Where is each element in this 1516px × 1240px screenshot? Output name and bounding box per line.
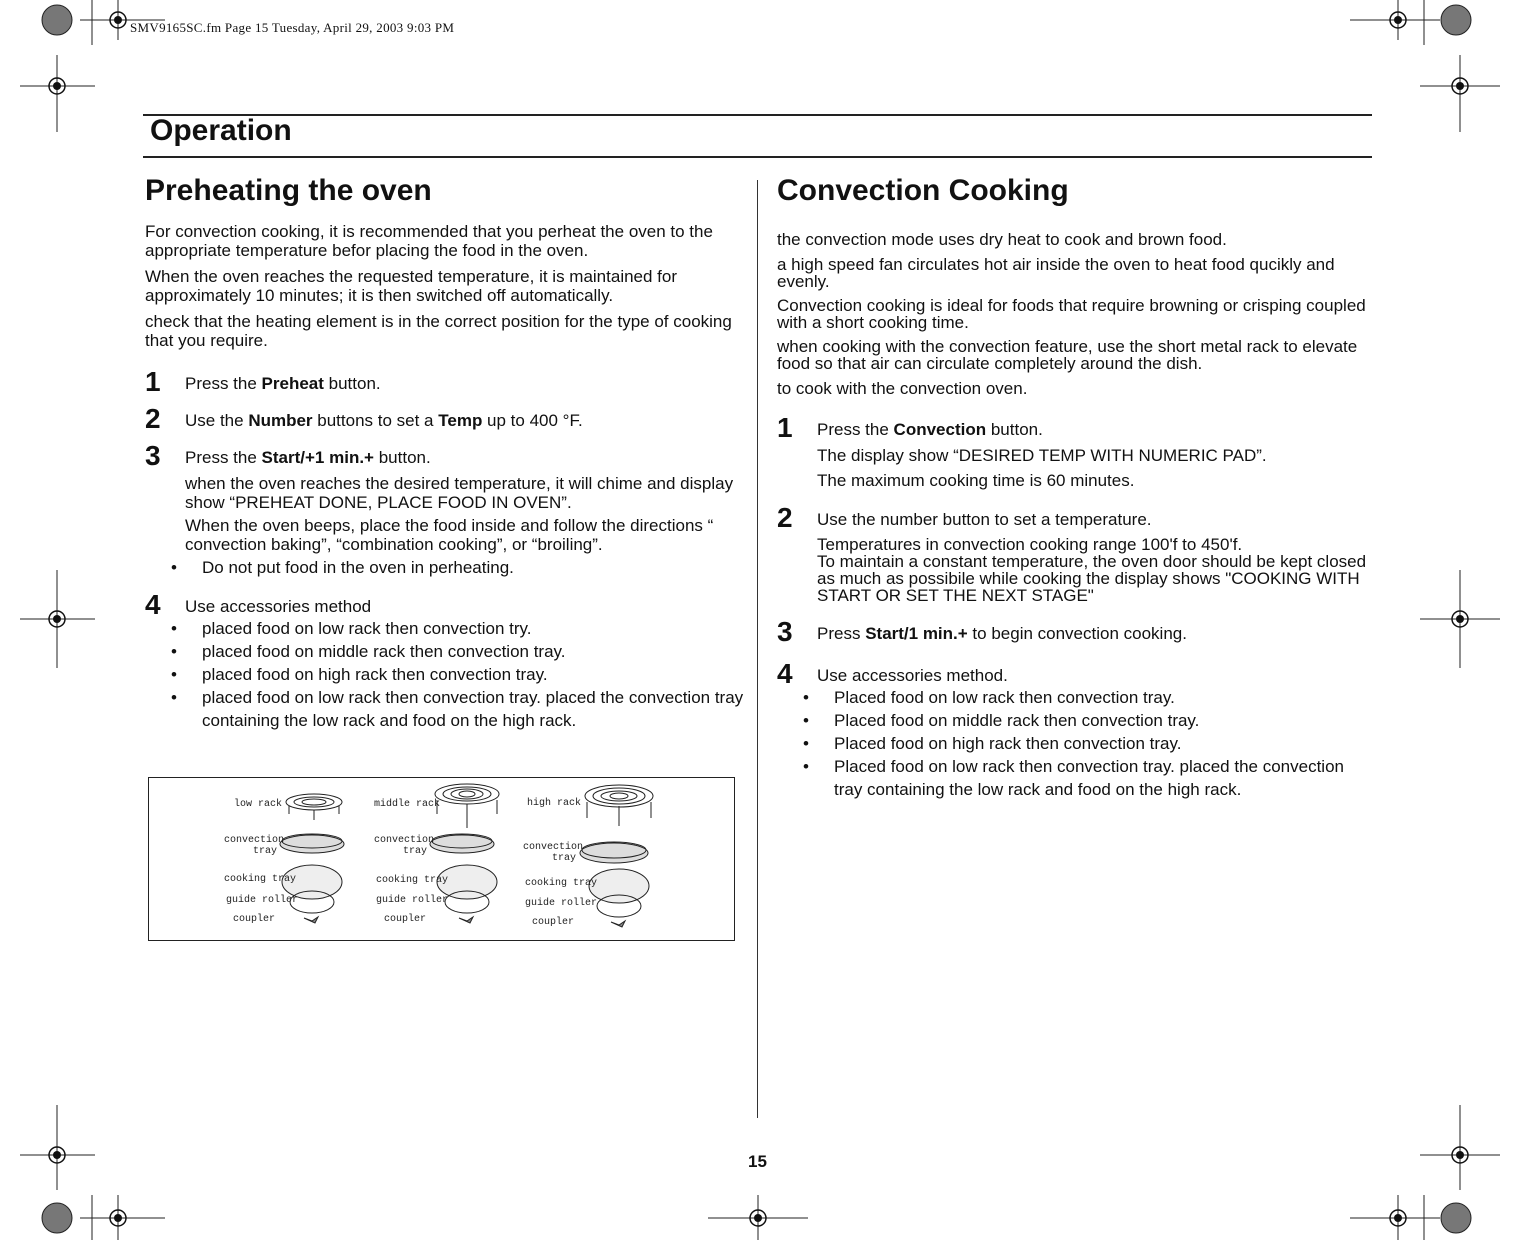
step-4 bbox=[777, 658, 1377, 801]
heading-preheating: Preheating the oven bbox=[145, 174, 432, 207]
label-coupler: coupler bbox=[532, 917, 575, 928]
label-tray: tray bbox=[253, 846, 278, 857]
label-guide-roller: guide roller bbox=[525, 898, 598, 909]
list-item: • Placed food on low rack then convection tray. placed the convection tray containing the low rack and food on the high rack. bbox=[802, 755, 1377, 801]
right-column bbox=[777, 174, 1377, 801]
list-item: • placed food on middle rack then convection tray. bbox=[170, 640, 745, 663]
step-1 bbox=[145, 366, 745, 397]
intro-paragraph: For convection cooking, it is recommended that you perheat the oven to the appropriate temperature befor placing the food in the oven. bbox=[145, 222, 713, 260]
list-item: • placed food on low rack then convection try. bbox=[170, 617, 745, 640]
intro-paragraph: the convection mode uses dry heat to cook and brown food. bbox=[777, 230, 1227, 249]
step-note: When the oven beeps, place the food inside and follow the directions “ convection baking”, “combination cooking”, or “broiling”. bbox=[185, 516, 714, 554]
label-convection: convection bbox=[224, 835, 285, 846]
step-1 bbox=[777, 412, 1377, 490]
step-text: Use accessories method. bbox=[817, 666, 1008, 685]
label-guide-roller: guide roller bbox=[376, 895, 449, 906]
step-text: button. bbox=[323, 374, 381, 393]
column-divider bbox=[757, 180, 758, 1118]
label-coupler: coupler bbox=[384, 914, 427, 925]
label-high-rack: high rack bbox=[527, 798, 582, 809]
step-2 bbox=[777, 502, 1377, 605]
step-number: 1 bbox=[145, 366, 161, 397]
intro-paragraph: a high speed fan circulates hot air inside the oven to heat food qucikly and evenly. bbox=[777, 255, 1335, 291]
step-number: 4 bbox=[777, 658, 793, 689]
file-header: SMV9165SC.fm Page 15 Tuesday, April 29, 2003 9:03 PM bbox=[130, 20, 455, 35]
label-coupler: coupler bbox=[233, 914, 276, 925]
list-item: • placed food on low rack then convection tray. placed the convection tray containing the low rack and food on the high rack. bbox=[170, 686, 745, 732]
step-number: 2 bbox=[145, 403, 161, 434]
step-number: 1 bbox=[777, 412, 793, 443]
label-cooking-tray: cooking tray bbox=[525, 878, 598, 889]
label-convection: convection bbox=[523, 842, 584, 853]
label-convection: convection bbox=[374, 835, 435, 846]
step-text: button. bbox=[986, 420, 1043, 439]
list-item: • Do not put food in the oven in perheating. bbox=[170, 556, 745, 579]
step-text: Use the number button to set a temperature. bbox=[817, 510, 1152, 529]
step-number: 3 bbox=[777, 616, 793, 647]
intro-paragraph: Convection cooking is ideal for foods that require browning or crisping coupled with a short cooking time. bbox=[777, 296, 1366, 332]
step-4 bbox=[145, 589, 745, 732]
step-number: 2 bbox=[777, 502, 793, 533]
intro-paragraph: to cook with the convection oven. bbox=[777, 379, 1028, 398]
step-text: Press bbox=[817, 624, 866, 643]
section-title: Operation bbox=[150, 114, 292, 147]
step-3 bbox=[145, 440, 745, 579]
step-note: The maximum cooking time is 60 minutes. bbox=[817, 471, 1135, 490]
label-guide-roller: guide roller bbox=[226, 895, 299, 906]
label-cooking-tray: cooking tray bbox=[224, 874, 297, 885]
intro-paragraph: when cooking with the convection feature, use the short metal rack to elevate food so that air can circulate completely around the dish. bbox=[777, 337, 1358, 373]
setting-name: Temp bbox=[438, 411, 483, 430]
step-number: 3 bbox=[145, 440, 161, 471]
step-note: The display show “DESIRED TEMP WITH NUMERIC PAD”. bbox=[817, 446, 1267, 465]
label-tray: tray bbox=[403, 846, 428, 857]
list-item: • Placed food on low rack then convection tray. bbox=[802, 686, 1377, 709]
top-rule bbox=[143, 114, 1372, 116]
button-name: Preheat bbox=[261, 374, 324, 393]
step-text: Press the bbox=[185, 374, 262, 393]
step-text: Press the bbox=[817, 420, 894, 439]
accessories-diagram bbox=[148, 777, 735, 941]
step-note: To maintain a constant temperature, the oven door should be kept closed as much as possibile while cooking the display shows "COOKING WITH START OR SET THE NEXT STAGE" bbox=[817, 552, 1367, 605]
step-text: to begin convection cooking. bbox=[967, 624, 1187, 643]
list-item: • Placed food on middle rack then convection tray. bbox=[802, 709, 1377, 732]
step-note: Temperatures in convection cooking range 100'f to 450'f. bbox=[817, 535, 1243, 554]
intro-paragraph: check that the heating element is in the correct position for the type of cooking that you require. bbox=[145, 312, 732, 350]
step-3 bbox=[777, 616, 1377, 647]
button-name: Convection bbox=[893, 420, 987, 439]
label-cooking-tray: cooking tray bbox=[376, 875, 449, 886]
step-text: Use accessories method bbox=[185, 597, 372, 616]
label-middle-rack: middle rack bbox=[374, 799, 441, 810]
button-name: Number bbox=[248, 411, 313, 430]
list-item: • placed food on high rack then convection tray. bbox=[170, 663, 745, 686]
label-tray: tray bbox=[552, 853, 577, 864]
step-number: 4 bbox=[145, 589, 161, 620]
step-text: Press the bbox=[185, 448, 262, 467]
step-text: button. bbox=[373, 448, 431, 467]
title-rule bbox=[143, 156, 1372, 158]
button-name: Start/1 min.+ bbox=[865, 624, 968, 643]
intro-paragraph: When the oven reaches the requested temperature, it is maintained for approximately 10 minutes; it is then switched off automatically. bbox=[145, 267, 678, 305]
step-2 bbox=[145, 403, 745, 434]
button-name: Start/+1 min.+ bbox=[261, 448, 374, 467]
heading-convection-cooking: Convection Cooking bbox=[777, 174, 1069, 207]
step-note: when the oven reaches the desired temperature, it will chime and display show “PREHEAT DONE, PLACE FOOD IN OVEN”. bbox=[185, 474, 734, 512]
label-low-rack: low rack bbox=[234, 799, 283, 810]
list-item: • Placed food on high rack then convection tray. bbox=[802, 732, 1377, 755]
step-text: Use the bbox=[185, 411, 249, 430]
left-column bbox=[145, 174, 745, 732]
page-number: 15 bbox=[748, 1152, 767, 1171]
step-text: up to 400 °F. bbox=[482, 411, 583, 430]
step-text: buttons to set a bbox=[312, 411, 439, 430]
